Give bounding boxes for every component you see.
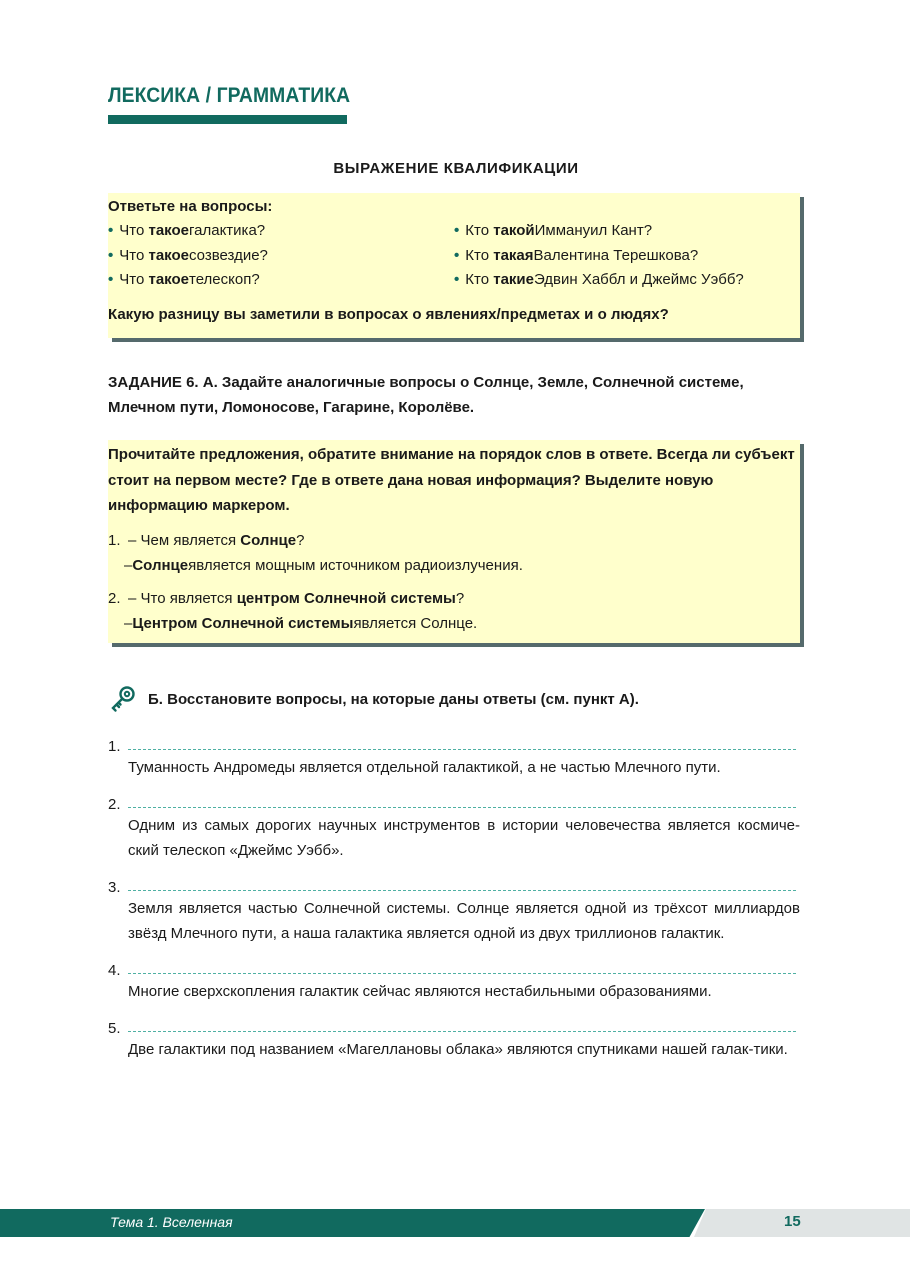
question-blank-field[interactable] [128,748,796,750]
answer-list [108,731,808,1071]
note-title: Ответьте на вопросы: [108,198,273,215]
difference-question: Какую разницу вы заметили в вопросах о явлениях/предметах и о людях? [108,305,669,323]
bullet-icon: • [454,271,460,289]
question-blank-field[interactable] [128,806,796,808]
question-blank-field[interactable] [128,889,796,891]
task-6a-instruction: ЗАДАНИЕ 6. А. Задайте аналогичные вопросы о Солнце, Земле, Солнечной системе, Млечном пути, Ломоносове, Гагарине, Королёве. [108,374,744,416]
answer-number: 5. [108,1020,121,1037]
bullet-icon: • [454,222,460,240]
answer-number: 3. [108,879,121,896]
dialog-answer: – Солнце является мощным источником радиоизлучения. [124,556,523,574]
answer-item [108,955,808,1004]
bullet-icon: • [454,246,460,264]
answer-item [108,789,808,863]
bullet-item: • Кто такая Валентина Терешкова? [454,244,800,269]
note-intro: Прочитайте предложения, обратите внимание на порядок слов в ответе. Всегда ли субъект стоит на первом месте? Где в ответе дана новая информация? Выделите новую информацию маркером. [108,446,795,514]
people-questions-column [454,219,800,293]
page-footer [0,1209,910,1237]
footer-topic: Тема 1. Вселенная [110,1214,233,1230]
dialog-example: 1. – Чем является Солнце? – Солнце является мощным источником радиоизлучения. [108,529,800,579]
bullet-item: • Кто такой Иммануил Кант? [454,219,800,244]
section-title-underline [108,115,347,124]
answer-number: 2. [108,796,121,813]
footer-page-band [694,1209,910,1237]
task-6b-instruction [108,684,639,714]
answer-text: Туманность Андромеды является отдельной галактикой, а не частью Млечного пути. [128,759,721,776]
bullet-item: • Кто такие Эдвин Хаббл и Джеймс Уэбб? [454,268,800,293]
answer-text: Земля является частью Солнечной системы. Солнце является одной из трёхсот миллиардов звёзд Млечного пути, а наша галактика является одной из двух триллионов галактик. [128,900,800,942]
answer-text: Одним из самых дорогих научных инструментов в истории человечества является космиче-ский телескоп «Джеймс Уэбб». [128,817,800,859]
key-icon [108,684,138,714]
footer-topic-band [0,1209,705,1237]
example-dialogs [108,529,800,637]
answer-text: Многие сверхскопления галактик сейчас являются нестабильными образованиями. [128,983,712,1000]
answer-text: Две галактики под названием «Магеллановы облака» являются спутниками нашей галак-тики. [128,1041,788,1058]
section-title: ЛЕКСИКА / ГРАММАТИКА [108,84,351,107]
bullet-icon: • [108,271,114,289]
question-blank-field[interactable] [128,1030,796,1032]
questions-note-box [108,193,800,338]
things-questions-column [108,219,454,293]
dialog-answer: – Центром Солнечной системы является Солнце. [124,614,478,632]
dialog-example: 2. – Что является центром Солнечной системы? – Центром Солнечной системы является Солнце. [108,587,800,637]
bullet-icon: • [108,246,114,264]
page-number: 15 [784,1213,801,1230]
bullet-item: • Что такое галактика? [108,219,454,244]
dialog-number: 1. [108,531,121,549]
answer-number: 1. [108,738,121,755]
task-6b-text: Б. Восстановите вопросы, на которые даны ответы (см. пункт А). [148,690,639,708]
answer-item [108,731,808,780]
answer-item [108,1013,808,1062]
bullet-icon: • [108,222,114,240]
answer-number: 4. [108,962,121,979]
word-order-note-box [108,440,800,643]
question-blank-field[interactable] [128,972,796,974]
page-subtitle: ВЫРАЖЕНИЕ КВАЛИФИКАЦИИ [333,160,579,177]
bullet-item: • Что такое созвездие? [108,244,454,269]
dialog-number: 2. [108,589,121,607]
bullet-item: • Что такое телескоп? [108,268,454,293]
answer-item [108,872,808,946]
